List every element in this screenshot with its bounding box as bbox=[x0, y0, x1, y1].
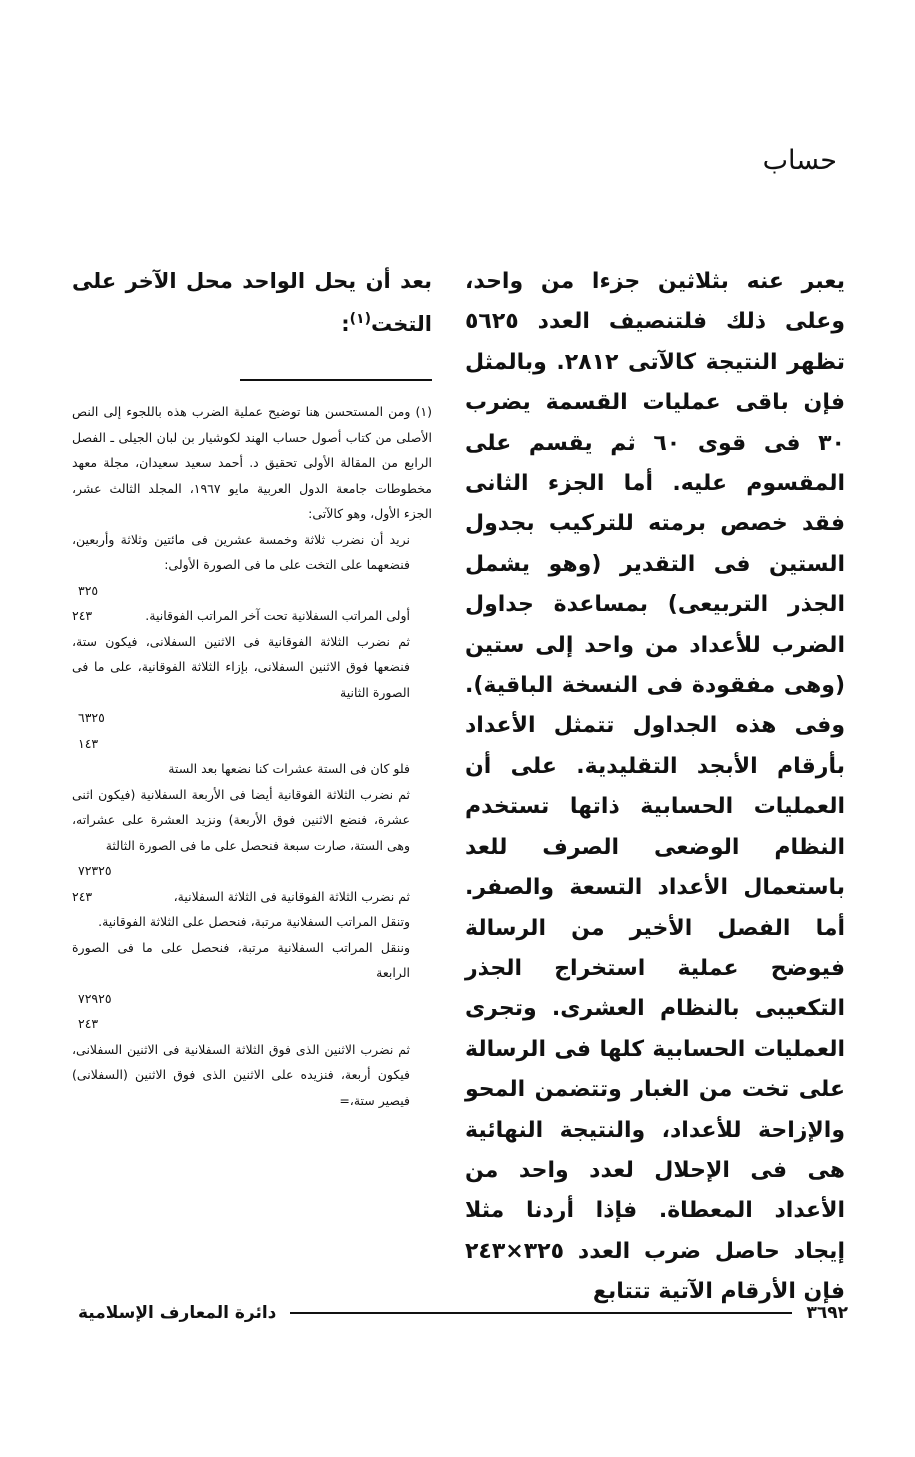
lead-text: بعد أن يحل الواحد محل الآخر على التخت bbox=[72, 269, 432, 336]
main-paragraph: يعبر عنه بثلاثين جزءا من واحد، وعلى ذلك فلتنصيف العدد ٥٦٢٥ تظهر النتيجة كالآتى ٢٨١٢. وبالمثل فإن باقى عمليات القسمة يضرب ٣٠ فى قوى ٦٠ ثم يقسم على المقسوم عليه. أما الجزء الثانى فقد خصص برمته للتركيب بجدول الستين فى التقدير (وهو يشمل الجذر التربيعى) بمساعدة جداول الضرب للأعداد من واحد إلى ستين (وهى مفقودة فى النسخة الباقية). وفى هذه الجداول تتمثل الأعداد بأرقام الأبجد التقليدية. على أن العمليات الحسابية ذاتها تستخدم النظام الوضعى الصرف للعد باستعمال الأعداد التسعة والصفر. أما الفصل الأخير من الرسالة فيوضح عملية استخراج الجذر التكعيبى بالنظام العشرى. وتجرى العمليات الحسابية كلها فى الرسالة على تخت من الغبار وتتضمن المحو والإزاحة للأعداد، والنتيجة النهائية هى فى الإحلال لعدد واحد من الأعداد المعطاة. فإذا أردنا مثلا إيجاد حاصل ضرب العدد ٣٢٥×٢٤٣ فإن الأرقام الآتية تتتابع bbox=[465, 269, 845, 1305]
footnote-para-9-text: وننقل المراتب السفلانية مرتبة، فنحصل على ما فى الصورة الرابعة bbox=[72, 939, 410, 980]
footnote-para-6-text: ثم نضرب الثلاثة الفوقانية أيضا فى الأربعة السفلانية (فيكون اثنى عشرة، فنضع الاثنين فوق الأربعة) ونزيد العشرة على عشراته، وهى الستة، صارت سبعة فنحصل على ما فى الصورة الثالثة bbox=[72, 786, 410, 853]
footnote-para-2 bbox=[72, 527, 432, 578]
footnote-para-9 bbox=[72, 935, 432, 986]
footnote-para-7-text: ثم نضرب الثلاثة الفوقانية فى الثلاثة السفلانية، bbox=[173, 888, 410, 904]
page-header-title: حساب bbox=[762, 145, 837, 176]
footnote-reference: (١) bbox=[349, 311, 371, 327]
footnote-para-6 bbox=[72, 782, 432, 859]
footnote-divider bbox=[240, 379, 432, 381]
footnote-block bbox=[72, 399, 432, 1113]
footnote-para-3-text: أولى المراتب السفلانية تحت آخر المراتب الفوقانية. bbox=[145, 608, 410, 623]
page-footer bbox=[78, 1298, 848, 1328]
footnote-para-8: وتنقل المراتب السفلانية مرتبة، فنحصل على الثلاثة الفوقانية. bbox=[98, 914, 410, 929]
footer-rule bbox=[290, 1312, 792, 1314]
main-text-column bbox=[465, 262, 845, 1313]
figure-number-1: ٣٢٥ bbox=[78, 582, 99, 598]
footnote-para-10: ثم نضرب الاثنين الذى فوق الثلاثة السفلانية فى الاثنين السفلانى، فيكون أربعة، فنزيده على الاثنين الذى فوق الاثنين (السفلانى) فيصير ستة،= bbox=[72, 1041, 410, 1108]
page-number: ٣٦٩٢ bbox=[806, 1303, 848, 1323]
figure-number-5: ٧٢٣٢٥ bbox=[78, 863, 112, 878]
footnote-para-4 bbox=[72, 629, 432, 706]
footnote-para-2-text: نريد أن نضرب ثلاثة وخمسة عشرين فى مائتين وثلاثة وأربعين، فنضعهما على التخت على ما فى الصورة الأولى: bbox=[72, 531, 410, 572]
figure-number-6: ٢٤٣ bbox=[72, 888, 93, 904]
footnote-para-7 bbox=[72, 884, 432, 910]
footnote-para-1: (١) ومن المستحسن هنا توضيح عملية الضرب هذه باللجوء إلى النص الأصلى من كتاب أصول حساب الهند لكوشيار بن لبان الجيلى ـ الفصل الرابع من المقالة الأولى تحقيق د. أحمد سعيد سعيدان، مجلة معهد مخطوطات جامعة الدول العربية مايو ١٩٦٧، المجلد الثالث عشر، الجزء الأول، وهو كالآتى: bbox=[72, 404, 432, 521]
footer-journal-title: دائرة المعارف الإسلامية bbox=[78, 1303, 277, 1323]
footnote-para-5: فلو كان فى الستة عشرات كنا نضعها بعد الستة bbox=[168, 761, 410, 776]
lead-paragraph bbox=[72, 262, 432, 343]
footnote-para-3 bbox=[72, 603, 432, 629]
figure-number-4: ١٤٣ bbox=[78, 735, 99, 751]
figure-number-3: ٦٣٢٥ bbox=[78, 710, 105, 725]
figure-number-2: ٢٤٣ bbox=[72, 608, 93, 623]
footnote-para-4-text: ثم نضرب الثلاثة الفوقانية فى الاثنين السفلانى، فيكون ستة، فنضعها فوق الاثنين السفلانى، بإزاء الثلاثة الفوقانية، على ما فى الصورة الثانية bbox=[72, 633, 410, 700]
figure-number-7: ٧٢٩٢٥ bbox=[78, 990, 112, 1006]
lead-end: : bbox=[341, 312, 350, 336]
figure-number-8: ٢٤٣ bbox=[78, 1016, 99, 1031]
secondary-column bbox=[72, 262, 432, 1113]
